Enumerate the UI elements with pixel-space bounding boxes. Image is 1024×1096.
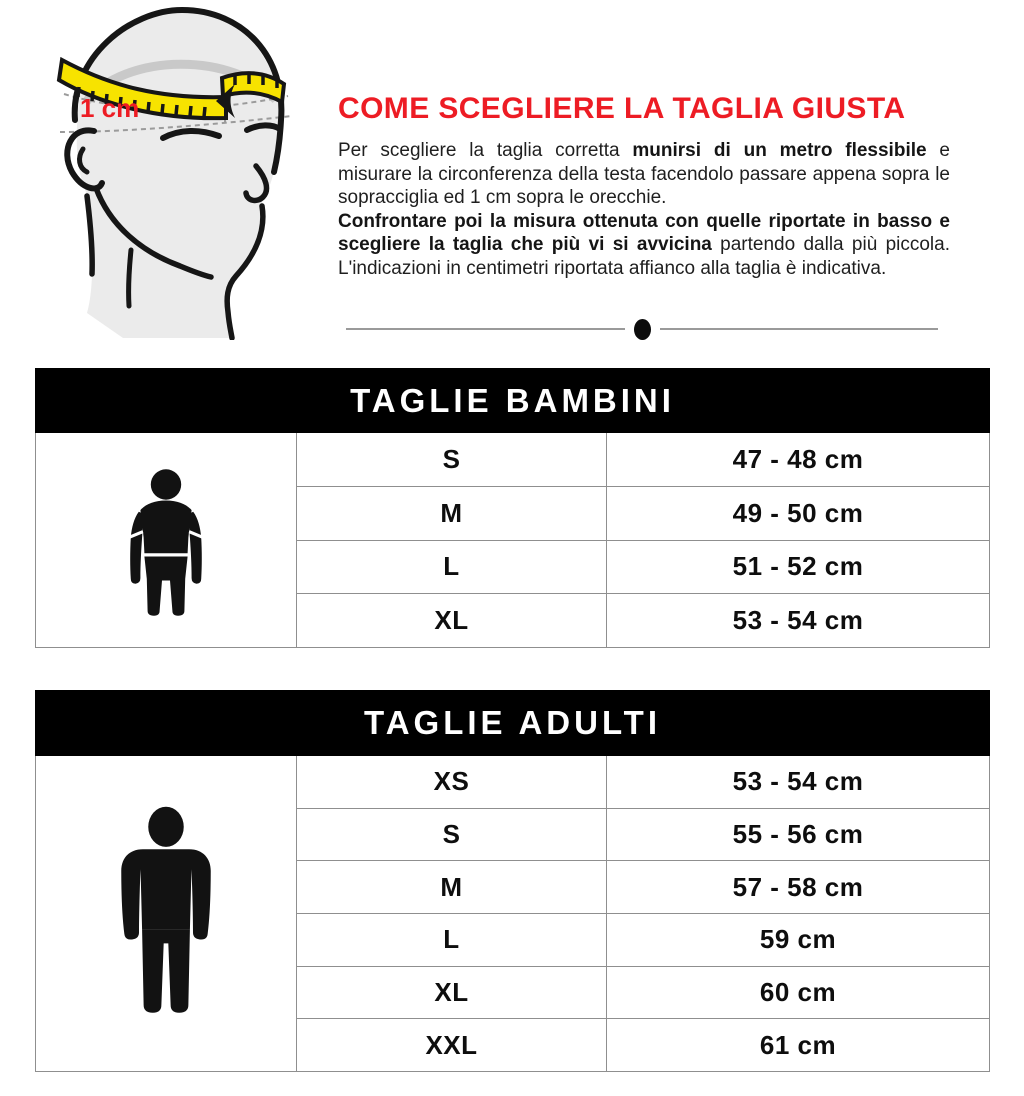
size-table-adulti xyxy=(35,690,990,1072)
intro-text-block xyxy=(338,92,950,280)
size-circumference: 47 - 48 cm xyxy=(732,443,864,474)
head-measurement-illustration xyxy=(30,0,330,340)
size-label: L xyxy=(297,914,607,966)
size-label: L xyxy=(297,541,607,594)
size-circumference: 49 - 50 cm xyxy=(732,497,864,528)
divider-line xyxy=(660,328,939,330)
size-table-title: TAGLIE ADULTI xyxy=(35,690,990,756)
size-row xyxy=(297,486,989,540)
size-row xyxy=(297,808,989,861)
section-divider xyxy=(346,318,938,340)
page-title: COME SCEGLIERE LA TAGLIA GIUSTA xyxy=(338,92,906,125)
size-rows xyxy=(297,433,989,647)
size-circumference: 59 cm xyxy=(759,924,837,955)
icon-cell xyxy=(36,756,297,1071)
size-circumference: 55 - 56 cm xyxy=(732,819,864,849)
size-circumference: 61 cm xyxy=(759,1029,837,1060)
size-label: XL xyxy=(297,594,607,647)
child-icon xyxy=(118,443,214,638)
divider-dot-icon xyxy=(634,319,651,340)
size-row xyxy=(297,756,989,808)
size-label: XS xyxy=(297,756,607,808)
size-row xyxy=(297,860,989,913)
size-row xyxy=(297,913,989,966)
head-silhouette xyxy=(77,9,282,338)
size-table-title: TAGLIE BAMBINI xyxy=(35,368,990,433)
size-circumference: 57 - 58 cm xyxy=(732,871,864,902)
adult-icon xyxy=(112,778,220,1050)
size-label: S xyxy=(297,433,607,486)
size-row xyxy=(297,433,989,486)
instructions-paragraph-2: Confrontare poi la misura ottenuta con quelle riportate in basso e scegliere la taglia che più vi si avvicina partendo dalla più piccola. L'indicazioni in centimetri riportata affianco alla taglia è indicativa. xyxy=(338,210,950,279)
size-label: M xyxy=(297,487,607,540)
icon-cell xyxy=(36,433,297,647)
size-table-bambini xyxy=(35,368,990,648)
size-circumference: 53 - 54 cm xyxy=(732,766,864,797)
size-circumference: 51 - 52 cm xyxy=(732,551,864,582)
one-cm-label: 1 cm xyxy=(80,93,140,123)
size-label: XXL xyxy=(297,1019,607,1071)
size-row xyxy=(297,1018,989,1071)
size-row xyxy=(297,593,989,647)
size-circumference: 60 cm xyxy=(759,977,837,1008)
size-row xyxy=(297,966,989,1019)
size-rows xyxy=(297,756,989,1071)
divider-line xyxy=(346,328,625,330)
instructions-paragraph-1: Per scegliere la taglia corretta munirsi di un metro flessibile e misurare la circonferenza della testa facendolo passare appena sopra le sopracciglia ed 1 cm sopra le orecchie. xyxy=(338,140,950,208)
size-label: S xyxy=(297,809,607,861)
size-circumference: 53 - 54 cm xyxy=(732,605,864,636)
size-label: M xyxy=(297,861,607,913)
size-row xyxy=(297,540,989,594)
size-label: XL xyxy=(297,967,607,1019)
